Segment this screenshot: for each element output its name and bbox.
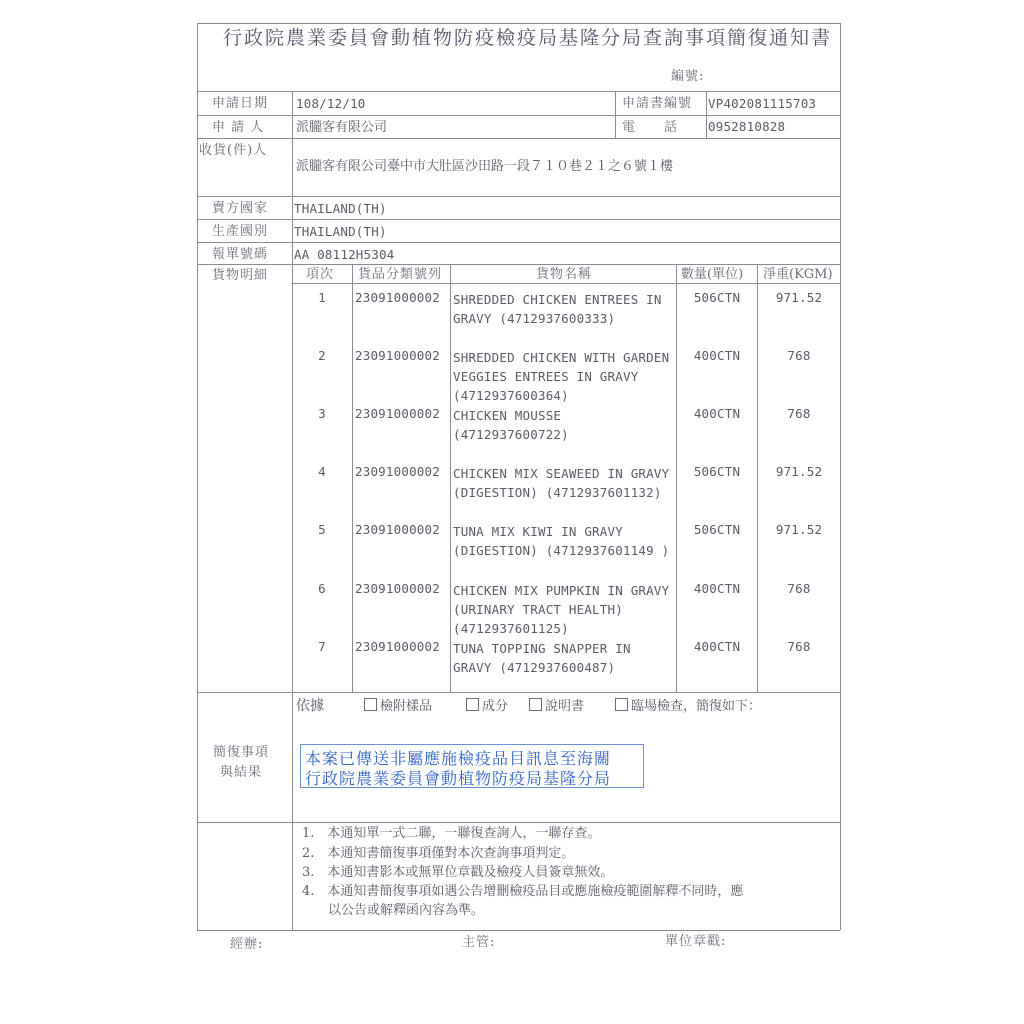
seller-country-label: 賣方國家 bbox=[212, 201, 269, 216]
ingredient-checkbox[interactable] bbox=[466, 698, 479, 711]
row-net-weight: 768 bbox=[787, 348, 811, 363]
row-code: 23091000002 bbox=[355, 522, 440, 537]
row-quantity: 506CTN bbox=[693, 464, 741, 479]
row-code: 23091000002 bbox=[355, 464, 440, 479]
col-header-item: 項次 bbox=[306, 267, 335, 282]
option-inspection-label: 臨場檢查，簡復如下： bbox=[631, 699, 762, 714]
row-line bbox=[197, 219, 840, 220]
phone-label: 電 話 bbox=[622, 120, 679, 135]
col-header-code: 貨品分類號列 bbox=[358, 267, 443, 282]
reply-label-2: 與結果 bbox=[220, 765, 263, 780]
border-bottom bbox=[197, 930, 840, 931]
row-code: 23091000002 bbox=[355, 348, 440, 363]
declaration-label: 報單號碼 bbox=[212, 247, 269, 262]
row-line bbox=[197, 822, 840, 823]
row-goods-name: CHICKEN MIX SEAWEED IN GRAVY (DIGESTION) (4712937601132) bbox=[453, 466, 670, 500]
row-line bbox=[197, 115, 840, 116]
option-ingredient-label: 成分 bbox=[482, 699, 509, 714]
row-code: 23091000002 bbox=[355, 581, 440, 596]
seal-label: 單位章戳: bbox=[665, 934, 727, 949]
reply-label-1: 簡復事項 bbox=[213, 745, 270, 760]
row-item-no: 5 bbox=[318, 522, 326, 537]
row-item-no: 7 bbox=[318, 639, 326, 654]
note-item: 以公告或解釋函內容為準。 bbox=[302, 903, 485, 918]
row-goods-name: TUNA MIX KIWI IN GRAVY (DIGESTION) (4712937601149 ) bbox=[453, 524, 670, 558]
note-item: 1. 本通知單一式二聯，一聯復查詢人，一聯存查。 bbox=[302, 826, 601, 841]
date-label: 申請日期 bbox=[212, 96, 269, 111]
row-net-weight: 768 bbox=[787, 581, 811, 596]
border-left bbox=[197, 23, 198, 930]
row-goods-name: CHICKEN MIX PUMPKIN IN GRAVY (URINARY TRACT HEALTH) (4712937601125) bbox=[453, 583, 670, 636]
applicant-label: 申 請 人 bbox=[212, 120, 265, 135]
date-value: 108/12/10 bbox=[296, 96, 366, 111]
option-sample bbox=[364, 698, 432, 715]
goods-section-label: 貨物明細 bbox=[212, 268, 269, 283]
row-goods-name: TUNA TOPPING SNAPPER IN GRAVY (4712937600487) bbox=[453, 641, 631, 675]
row-quantity: 400CTN bbox=[693, 639, 741, 654]
field-divider bbox=[615, 91, 616, 138]
row-item-no: 4 bbox=[318, 464, 326, 479]
sample-checkbox[interactable] bbox=[364, 698, 377, 711]
origin-label: 生產國別 bbox=[212, 224, 269, 239]
goods-col-divider bbox=[450, 264, 451, 692]
blue-stamp bbox=[300, 744, 644, 788]
form-no-value: VP402081115703 bbox=[708, 96, 817, 111]
handler-label: 經辦: bbox=[230, 937, 264, 952]
row-item-no: 2 bbox=[318, 348, 326, 363]
row-goods-name: SHREDDED CHICKEN ENTREES IN GRAVY (4712937600333) bbox=[453, 292, 662, 326]
label-divider bbox=[292, 91, 293, 930]
col-header-qty: 數量(單位) bbox=[681, 267, 744, 282]
note-item: 4. 本通知書簡復事項如遇公告增刪檢疫品目或應施檢疫範圍解釋不同時，應 bbox=[302, 884, 744, 899]
row-code: 23091000002 bbox=[355, 290, 440, 305]
option-manual-label: 說明書 bbox=[545, 699, 585, 714]
field-divider bbox=[706, 91, 707, 138]
note-item: 3. 本通知書影本或無單位章戳及檢疫人員簽章無效。 bbox=[302, 865, 614, 880]
col-header-weight: 淨重(KGM) bbox=[763, 267, 833, 282]
row-quantity: 400CTN bbox=[693, 581, 741, 596]
row-code: 23091000002 bbox=[355, 406, 440, 421]
supervisor-label: 主管: bbox=[462, 935, 496, 950]
option-manual bbox=[529, 698, 584, 715]
row-line bbox=[197, 692, 840, 693]
number-label: 編號: bbox=[671, 69, 705, 84]
option-inspection bbox=[615, 698, 761, 715]
border-right bbox=[840, 23, 841, 930]
form-no-label: 申請書編號 bbox=[622, 96, 693, 111]
declaration-value: AA 08112H5304 bbox=[294, 247, 395, 262]
row-quantity: 506CTN bbox=[693, 290, 741, 305]
border-top bbox=[197, 23, 840, 24]
seller-country-value: THAILAND(TH) bbox=[294, 201, 387, 216]
row-line bbox=[197, 138, 840, 139]
row-quantity: 400CTN bbox=[693, 348, 741, 363]
row-line bbox=[197, 242, 840, 243]
option-ingredient bbox=[466, 698, 508, 715]
row-net-weight: 768 bbox=[787, 406, 811, 421]
row-net-weight: 971.52 bbox=[775, 290, 823, 305]
note-item: 2. 本通知書簡復事項僅對本次查詢事項判定。 bbox=[302, 846, 575, 861]
row-line bbox=[197, 196, 840, 197]
basis-label: 依據 bbox=[296, 698, 324, 714]
row-quantity: 400CTN bbox=[693, 406, 741, 421]
row-net-weight: 971.52 bbox=[775, 522, 823, 537]
row-item-no: 3 bbox=[318, 406, 326, 421]
row-line bbox=[197, 91, 840, 92]
manual-checkbox[interactable] bbox=[529, 698, 542, 711]
row-item-no: 1 bbox=[318, 290, 326, 305]
row-line bbox=[197, 264, 840, 265]
inspection-checkbox[interactable] bbox=[615, 698, 628, 711]
row-net-weight: 971.52 bbox=[775, 464, 823, 479]
origin-value: THAILAND(TH) bbox=[294, 224, 387, 239]
row-quantity: 506CTN bbox=[693, 522, 741, 537]
row-net-weight: 768 bbox=[787, 639, 811, 654]
consignee-value: 派朧客有限公司臺中市大肚區沙田路一段７１０巷２１之６號１樓 bbox=[296, 159, 674, 174]
row-goods-name: CHICKEN MOUSSE (4712937600722) bbox=[453, 408, 569, 442]
row-item-no: 6 bbox=[318, 581, 326, 596]
phone-value: 0952810828 bbox=[708, 119, 786, 134]
col-header-name: 貨物名稱 bbox=[536, 267, 593, 282]
applicant-value: 派朧客有限公司 bbox=[296, 120, 388, 135]
document-title: 行政院農業委員會動植物防疫檢疫局基隆分局查詢事項簡復通知書 bbox=[223, 27, 833, 49]
row-goods-name: SHREDDED CHICKEN WITH GARDEN VEGGIES ENTREES IN GRAVY (4712937600364) bbox=[453, 350, 670, 403]
option-sample-label: 檢附樣品 bbox=[380, 699, 433, 714]
stamp-line-1: 本案已傳送非屬應施檢疫品目訊息至海關 bbox=[305, 749, 612, 768]
goods-col-divider bbox=[352, 264, 353, 692]
consignee-label: 收貨(件)人 bbox=[199, 143, 268, 158]
row-code: 23091000002 bbox=[355, 639, 440, 654]
stamp-line-2: 行政院農業委員會動植物防疫局基隆分局 bbox=[305, 769, 612, 788]
